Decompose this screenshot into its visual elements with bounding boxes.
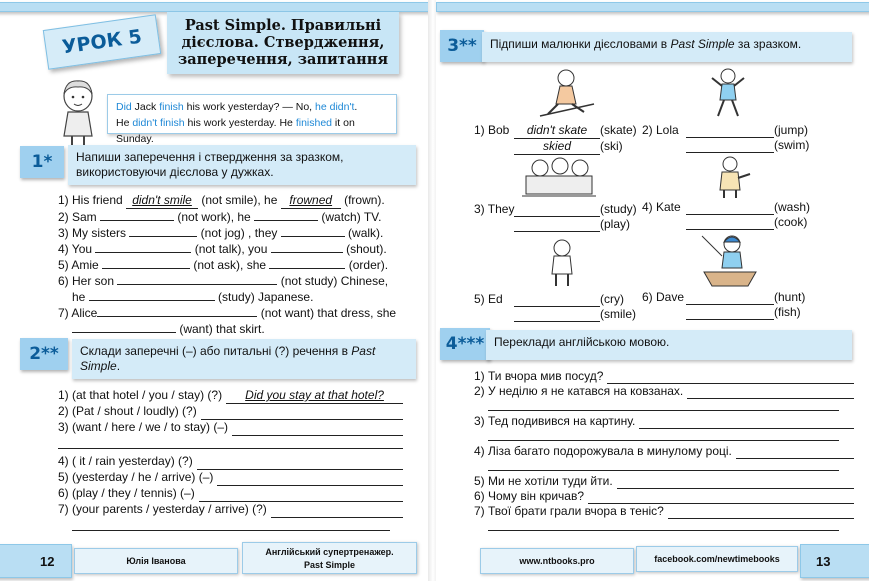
answer-blank[interactable] [89, 289, 215, 301]
task3-item [642, 200, 857, 230]
line-text: (order). [345, 258, 389, 272]
task1-number: 1* [20, 146, 64, 178]
task2-line [58, 388, 403, 404]
lesson-title [167, 12, 399, 74]
line-text: (not work), he [174, 210, 255, 224]
answer-blank[interactable] [102, 257, 190, 269]
crying-boy-illustration [544, 238, 580, 288]
task1-line [58, 225, 418, 241]
line-text: 4) You [58, 242, 96, 256]
answer-blank[interactable] [686, 123, 774, 138]
instruction-text: Past Simple [670, 37, 735, 51]
task1-line [58, 305, 418, 321]
answer-blank[interactable] [72, 518, 390, 531]
task1-line [58, 289, 418, 305]
example-text: his work yesterday? — No, [183, 101, 316, 113]
line-text: (study) Japanese. [218, 290, 314, 304]
answer-blank[interactable] [617, 474, 854, 489]
line-text: 1) His friend [58, 193, 127, 207]
extra-line [474, 399, 854, 414]
answer-blank[interactable] [686, 290, 774, 305]
line-text: 6) Чому він кричав? [474, 489, 584, 503]
verb-hint: (cook) [774, 215, 808, 229]
task3-item [642, 290, 857, 320]
item-name: 5) Ed [474, 292, 503, 306]
lesson-label: УРОК 5 [43, 14, 161, 69]
line-text: 2) Sam [58, 210, 101, 224]
skater-illustration [536, 66, 598, 122]
task2-line [58, 454, 403, 470]
author-tag: Юлія Іванова [74, 548, 238, 574]
item-name: 2) Lola [642, 123, 679, 137]
instruction-text: . [116, 359, 121, 373]
task4-line [474, 369, 854, 384]
task3-instruction [482, 32, 852, 62]
answer-blank[interactable]: Did you stay at that hotel? [226, 388, 403, 404]
studying-illustration [522, 154, 596, 198]
verb-hint: (smile) [600, 307, 636, 321]
answer-blank[interactable]: frowned [281, 193, 341, 209]
example-text: it on Sunday. [116, 117, 355, 145]
answer-blank[interactable] [232, 420, 403, 436]
facebook-tag[interactable]: facebook.com/newtimebooks [636, 546, 798, 572]
top-band [436, 2, 869, 12]
top-band [0, 2, 430, 12]
answer-blank[interactable]: skied [514, 139, 600, 155]
extra-line [58, 518, 403, 534]
answer-blank[interactable] [488, 429, 839, 441]
task4-line [474, 504, 854, 519]
cooking-girl-illustration [708, 154, 754, 200]
answer-blank[interactable] [97, 305, 257, 317]
example-box [107, 94, 397, 145]
line-text: 7) Твої брати грали вчора в теніс? [474, 504, 664, 518]
example-text: his work yesterday. He [184, 117, 296, 129]
answer-blank[interactable] [254, 209, 318, 221]
verb-hint: (swim) [774, 138, 810, 152]
title-line: Past Simple. Правильні [184, 17, 382, 34]
answer-blank[interactable] [686, 305, 774, 320]
website-tag[interactable]: www.ntbooks.pro [480, 548, 634, 574]
answer-blank[interactable] [199, 486, 403, 502]
task1-line [58, 273, 418, 289]
task4-instruction: Переклади англійською мовою. [486, 330, 852, 360]
verb-hint: (play) [600, 217, 631, 231]
task2-lines [58, 388, 403, 534]
right-footer [436, 540, 869, 581]
answer-blank[interactable] [72, 321, 176, 333]
line-text: 5) (yesterday / he / arrive) (–) [58, 470, 214, 484]
line-text: (not study) Chinese, [280, 274, 389, 288]
answer-blank[interactable] [488, 399, 839, 411]
instruction-text: Підпиши малюнки дієсловами в [490, 37, 671, 51]
answer-blank[interactable] [686, 215, 774, 230]
line-text: (not jog) , they [197, 226, 281, 240]
task1-instruction: Напиши заперечення і ствердження за зразком, використовуючи дієслова у дужках. [68, 145, 416, 185]
line-text: (not ask), she [190, 258, 270, 272]
answer-blank[interactable] [607, 369, 854, 384]
line-text: 2) (Pat / shout / loudly) (?) [58, 404, 197, 418]
answer-blank[interactable] [514, 307, 600, 322]
task1-line [58, 241, 418, 257]
answer-blank[interactable] [201, 404, 403, 420]
answer-blank[interactable] [217, 470, 403, 486]
line-text: 3) Тед подивився на картину. [474, 414, 636, 428]
jumping-girl-illustration [708, 66, 748, 122]
line-text: (watch) TV. [318, 210, 382, 224]
page-number-tab [0, 544, 72, 578]
verb-hint: (cry) [600, 292, 624, 306]
answer-blank[interactable] [687, 384, 854, 399]
task4-line [474, 384, 854, 399]
task2-instruction [72, 339, 416, 379]
instruction-text: Склади заперечні (–) або питальні (?) речення в [80, 344, 352, 358]
line-text: (not smile), he [198, 193, 281, 207]
line-text: 6) (play / they / tennis) (–) [58, 486, 195, 500]
verb-hint: (fish) [774, 305, 801, 319]
task4-lines [474, 369, 854, 534]
answer-blank[interactable] [95, 241, 191, 253]
answer-blank[interactable] [514, 217, 600, 232]
item-name: 1) Bob [474, 123, 510, 137]
task1-lines [58, 193, 418, 337]
line-text: 3) My sisters [58, 226, 130, 240]
task3-number: 3** [440, 30, 484, 62]
extra-line [474, 429, 854, 444]
task1-line [58, 193, 418, 209]
answer-blank[interactable] [488, 459, 839, 471]
task2-line [58, 420, 403, 436]
example-text: didn't finish [132, 117, 185, 129]
example-text: he [315, 101, 327, 113]
page-number-tab [800, 544, 869, 578]
task1-line [58, 257, 418, 273]
book-title-line: Англійський супертренажер. [265, 547, 394, 557]
task3-item [474, 123, 654, 155]
answer-blank[interactable] [514, 292, 600, 307]
line-text: (not talk), you [191, 242, 271, 256]
answer-blank[interactable] [488, 519, 839, 531]
line-text: 2) У неділю я не катався на ковзанах. [474, 384, 684, 398]
task2-line [58, 470, 403, 486]
task4-line [474, 414, 854, 429]
answer-blank[interactable] [668, 504, 854, 519]
left-footer [0, 540, 430, 581]
item-name: 3) They [474, 202, 515, 216]
line-text: he [72, 290, 86, 304]
instruction-text: за зразком. [734, 37, 802, 51]
book-title-tag [242, 542, 417, 574]
answer-blank[interactable] [271, 241, 343, 253]
task2-line [58, 404, 403, 420]
answer-blank[interactable] [100, 209, 174, 221]
answer-blank[interactable] [588, 489, 854, 504]
line-text: 7) (your parents / yesterday / arrive) (?) [58, 502, 267, 516]
answer-blank[interactable] [514, 202, 600, 217]
answer-blank[interactable] [686, 138, 774, 153]
example-text: Did [116, 101, 132, 113]
extra-line [474, 459, 854, 474]
line-text: (not want) that dress, she [260, 306, 397, 320]
answer-blank[interactable] [117, 273, 277, 285]
line-text: 5) Amie [58, 258, 103, 272]
verb-hint: (wash) [774, 200, 811, 214]
answer-blank[interactable] [639, 414, 854, 429]
page-number: 13 [816, 554, 831, 569]
verb-hint: (ski) [600, 139, 623, 153]
line-text: 3) (want / here / we / to stay) (–) [58, 420, 229, 434]
line-text: 4) ( it / rain yesterday) (?) [58, 454, 193, 468]
line-text: 7) Alice [58, 306, 98, 320]
book-title-line: Past Simple [303, 560, 356, 570]
task3-item [474, 292, 654, 322]
line-text: (want) that skirt. [179, 322, 265, 336]
answer-blank[interactable] [686, 200, 774, 215]
task1-line [58, 321, 418, 337]
verb-hint: (jump) [774, 123, 809, 137]
verb-hint: (hunt) [774, 290, 806, 304]
answer-blank[interactable] [736, 444, 854, 459]
answer-blank[interactable] [129, 225, 197, 237]
answer-blank[interactable] [271, 502, 403, 518]
instruction-text: Past Simple [80, 344, 376, 373]
line-text: 5) Ми не хотіли туди йти. [474, 474, 613, 488]
line-text: (frown). [340, 193, 385, 207]
title-line: дієслова. Ствердження, [181, 34, 385, 51]
example-text: finished [295, 117, 333, 129]
example-text: didn't [329, 101, 355, 113]
girl-illustration [52, 78, 104, 148]
verb-hint: (skate) [600, 123, 637, 137]
line-text: (walk). [344, 226, 384, 240]
answer-blank[interactable]: didn't skate [514, 123, 600, 139]
task2-number: 2** [20, 338, 68, 370]
task3-item [474, 202, 654, 232]
fishing-boy-illustration [698, 232, 760, 290]
right-page [436, 0, 869, 581]
task4-number: 4*** [440, 328, 490, 360]
answer-blank[interactable] [197, 454, 403, 470]
item-name: 4) Kate [642, 200, 681, 214]
example-text: finish [159, 101, 184, 113]
example-text: Jack [131, 101, 160, 113]
example-text: He [116, 117, 133, 129]
title-line: заперечення, запитання [177, 51, 389, 68]
left-page [0, 0, 430, 581]
extra-line [58, 436, 403, 454]
example-text: . [354, 101, 358, 113]
verb-hint: (study) [600, 202, 637, 216]
answer-blank[interactable] [269, 257, 345, 269]
answer-blank[interactable] [58, 436, 403, 449]
item-name: 6) Dave [642, 290, 685, 304]
extra-line [474, 519, 854, 534]
task2-line [58, 486, 403, 502]
line-text: (shout). [342, 242, 387, 256]
line-text: 1) (at that hotel / you / stay) (?) [58, 388, 223, 402]
task4-line [474, 489, 854, 504]
task3-item [642, 123, 857, 153]
task4-line [474, 444, 854, 459]
task1-line [58, 209, 418, 225]
task4-line [474, 474, 854, 489]
page-number: 12 [40, 554, 55, 569]
task2-line [58, 502, 403, 518]
answer-blank[interactable] [281, 225, 345, 237]
answer-blank[interactable]: didn't smile [126, 193, 198, 209]
line-text: 4) Ліза багато подорожувала в минулому році. [474, 444, 732, 458]
line-text: 1) Ти вчора мив посуд? [474, 369, 604, 383]
line-text: 6) Her son [58, 274, 115, 288]
